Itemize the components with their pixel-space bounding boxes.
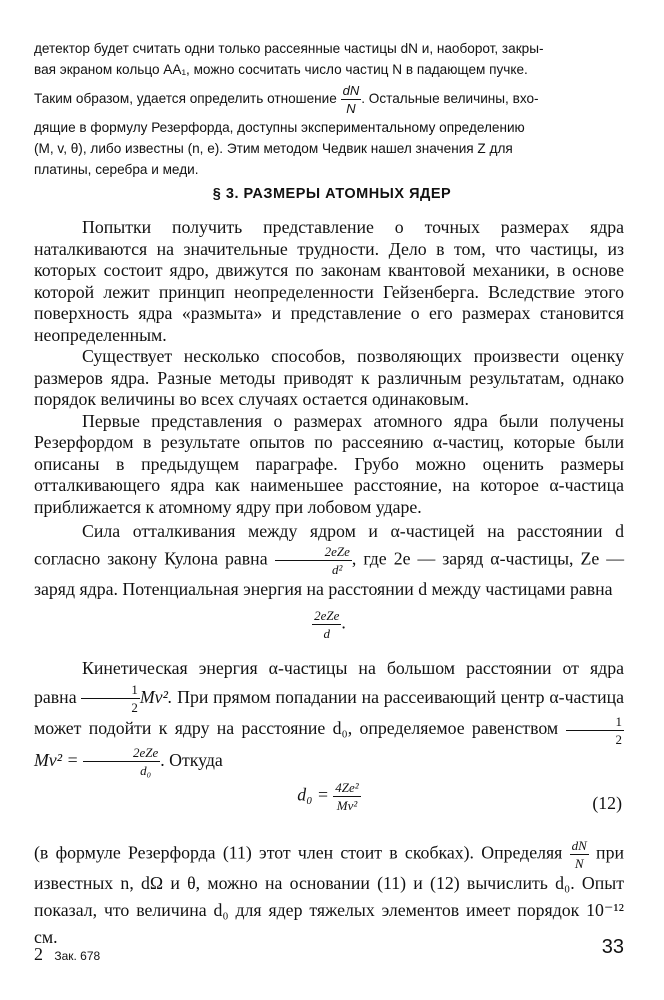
section-heading: § 3. РАЗМЕРЫ АТОМНЫХ ЯДЕР bbox=[212, 186, 452, 202]
fraction-one-half: $\frac{1}{2}$ bbox=[566, 715, 625, 746]
text-line: детектор будет считать одни только рассеянные частицы dN и, наоборот, закры- bbox=[34, 41, 544, 56]
fraction-2eZe-d0: $\frac{\text{2eZe}}{\text{d₀}}$ bbox=[83, 746, 160, 777]
paragraph-1: Попытки получить представление о точных размерах ядра наталкиваются на значительные трудности. Дело в том, что частицы, из которых состоит ядро, движутся по законам квантовой механики, в основе которой лежит принцип неопределенности Гейзенберга. Вследствие этого поверхность ядра «размыта» и представление о его размерах становится неопределенным. bbox=[34, 217, 624, 345]
equation-number: (12) bbox=[592, 793, 622, 814]
paragraph-4: Сила отталкивания между ядром и α-частицей на расстоянии d согласно закону Кулона равна $\frac{\text{2eZe}}{\text{d²}}$ , где 2e — заряд α-частицы, Ze — заряд ядра. Потенциальная энергия на расстоянии d между частицами равна bbox=[34, 521, 624, 599]
fraction-dN-N: $\frac{dN}{N}$ bbox=[571, 838, 587, 872]
page-number: 33 bbox=[601, 936, 624, 958]
fraction-one-half: $\frac{1}{2}$ bbox=[81, 683, 140, 714]
text-line: Таким образом, удается определить отношение $\frac{dN}{N}$ . Остальные величины, вхо- bbox=[34, 83, 539, 116]
paragraph-6: (в формуле Резерфорда (11) этот член стоит в скобках). Определяя $\frac{dN}{N}$ при известных n, dΩ и θ, можно на основании (11) и (12) вычислить d₀. Опыт показал, что величина d₀ для ядер тяжелых элементов имеет порядок 10⁻¹² см. bbox=[34, 838, 624, 948]
main-body bbox=[34, 217, 624, 951]
paragraph-3: Первые представления о размерах атомного ядра были получены Резерфордом в результате опытов по рассеянию α-частиц, которые были описаны в предыдущем параграфе. Грубо можно оценить размеры отталкивающего ядра как наименьшее расстояние, на которое α-частица приближается к атомному ядру при лобовом ударе. bbox=[34, 410, 624, 517]
text-line: дящие в формулу Резерфорда, доступны экспериментальному определению bbox=[34, 120, 525, 135]
print-signature: 2 Зак. 678 bbox=[34, 944, 101, 964]
paragraph-5: Кинетическая энергия α-частицы на большом расстоянии от ядра равна $\frac{1}{2}$ Mv². При прямом попадании на рассеивающий центр α-частица может подойти к ядру на расстояние d₀, определяемое равенством $\frac{1}{2}$ Mv² = $\frac{\text{2eZe}}{\text{d₀}}$ . Откуда bbox=[34, 658, 624, 779]
text-line: вая экраном кольцо AA₁, можно сосчитать число частиц N в падающем пучке. bbox=[34, 62, 528, 77]
top-paragraph bbox=[34, 38, 630, 180]
paragraph-2: Существует несколько способов, позволяющих произвести оценку размеров ядра. Разные методы приводят к различным результатам, однако порядок величины во всех случаях остается одинаковым. bbox=[34, 346, 624, 409]
fraction-coulomb: $\frac{\text{2eZe}}{\text{d²}}$ bbox=[275, 545, 352, 576]
equation-12: d₀ = $\frac{\text{4Ze²}}{\text{Mv²}}$ (12) bbox=[297, 780, 622, 814]
display-formula-potential: $\frac{\text{2eZe}}{d}$ . bbox=[314, 608, 346, 641]
text-line: (M, v, θ), либо известны (n, e). Этим методом Чедвик нашел значения Z для bbox=[34, 141, 513, 156]
fraction-dN-N: $\frac{dN}{N}$ bbox=[342, 83, 360, 116]
text-line: платины, серебра и меди. bbox=[34, 162, 199, 177]
